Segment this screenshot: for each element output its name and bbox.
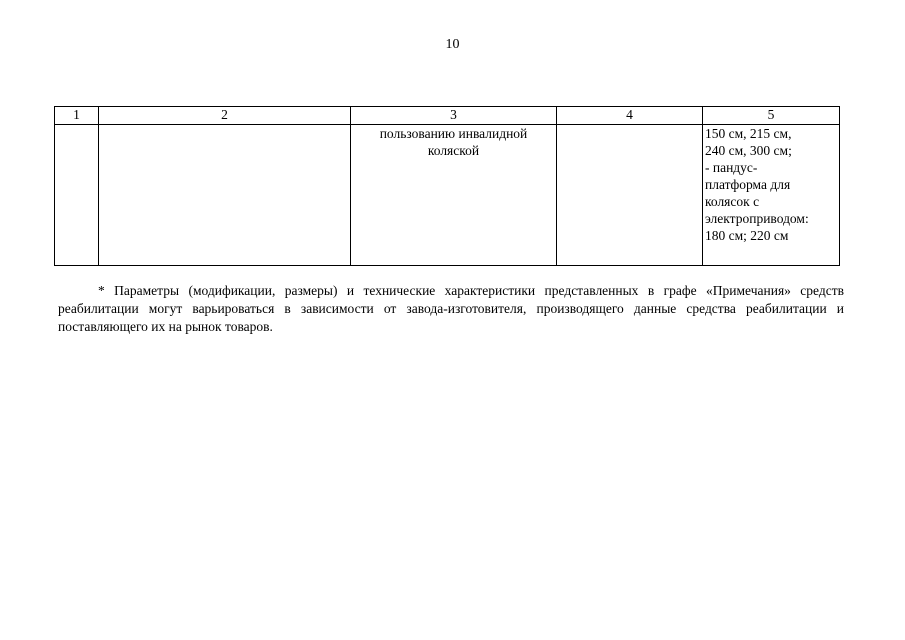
table-cell-col5-line: 180 см; 220 см xyxy=(705,228,789,243)
table-cell-col5 xyxy=(703,125,840,266)
table-header-cell-5: 5 xyxy=(703,107,840,125)
table-cell-col5-line: 150 см, 215 см, xyxy=(705,126,792,141)
table-header-row xyxy=(55,107,840,125)
table-cell-col5-line: 240 см, 300 см; xyxy=(705,143,792,158)
table-header-cell-4: 4 xyxy=(557,107,703,125)
table-cell-col2 xyxy=(99,125,351,266)
table-row xyxy=(55,125,840,266)
table-cell-col3 xyxy=(351,125,557,266)
table-cell-col1 xyxy=(55,125,99,266)
table-cell-col5-line: колясок с xyxy=(705,194,760,209)
table-header-cell-1: 1 xyxy=(55,107,99,125)
table-cell-col3-line: коляской xyxy=(427,143,480,158)
document-table xyxy=(54,106,840,266)
table-cell-col4 xyxy=(557,125,703,266)
page-number: 10 xyxy=(445,37,460,52)
table-header-cell-3: 3 xyxy=(351,107,557,125)
table-cell-col3-line: пользованию инвалидной xyxy=(379,126,528,141)
table-header-cell-2: 2 xyxy=(99,107,351,125)
table-cell-col5-line: электроприводом: xyxy=(705,211,809,226)
table-cell-col5-line: платформа для xyxy=(705,177,791,192)
table-cell-col5-line: - пандус- xyxy=(705,160,758,175)
footnote: * Параметры (модификации, размеры) и технические характеристики представленных в графе «Примечания» средств реабилитации могут варьироваться в зависимости от завода-изготовителя, производящего данные средства реабилитации и поставляющего их на рынок товаров. xyxy=(58,282,844,334)
